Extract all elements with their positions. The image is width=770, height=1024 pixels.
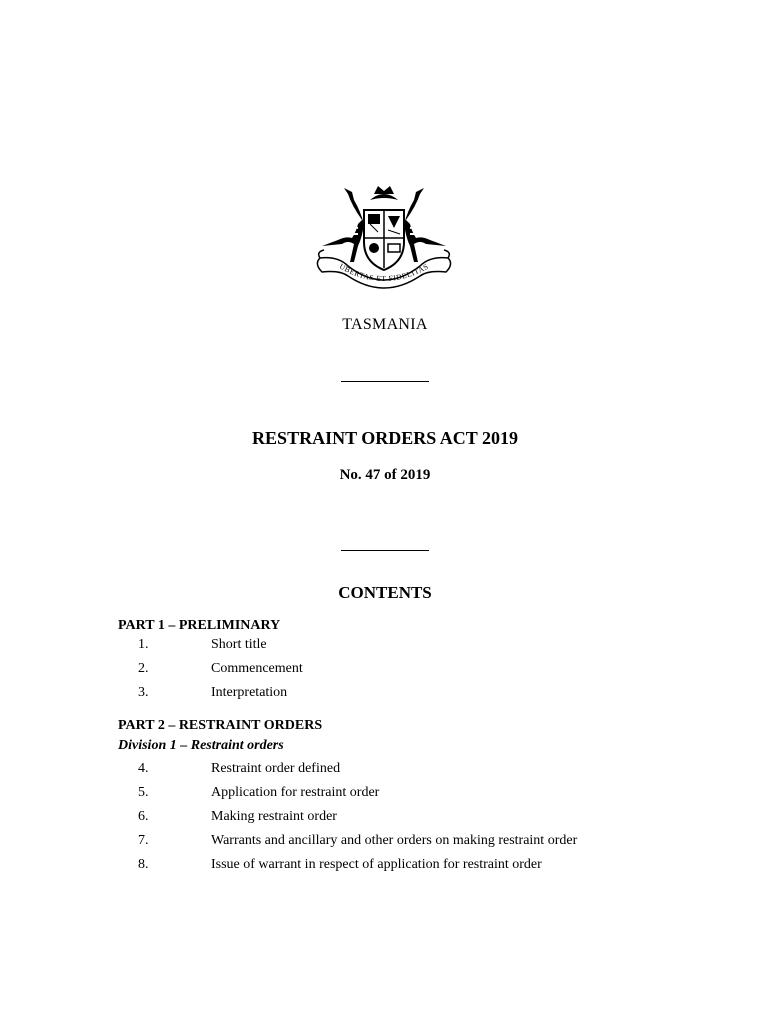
section-number: 5. bbox=[138, 785, 149, 800]
toc-entry[interactable] bbox=[118, 660, 618, 677]
section-number: 6. bbox=[138, 809, 149, 824]
toc-entry[interactable] bbox=[118, 856, 618, 873]
section-number: 4. bbox=[138, 761, 149, 776]
table-of-contents bbox=[118, 616, 618, 880]
act-number: No. 47 of 2019 bbox=[339, 467, 431, 483]
section-number: 2. bbox=[138, 661, 149, 676]
divider bbox=[341, 381, 429, 382]
section-title: Interpretation bbox=[211, 685, 288, 700]
section-title: Making restraint order bbox=[211, 809, 337, 824]
section-number: 3. bbox=[138, 685, 149, 700]
toc-entry[interactable] bbox=[118, 760, 618, 777]
section-number: 1. bbox=[138, 637, 149, 652]
toc-entry[interactable] bbox=[118, 784, 618, 801]
section-number: 8. bbox=[138, 857, 149, 872]
contents-heading: CONTENTS bbox=[338, 583, 432, 602]
toc-entry[interactable] bbox=[118, 832, 618, 849]
section-number: 7. bbox=[138, 833, 149, 848]
divider bbox=[341, 550, 429, 551]
crest-motto: UBERTAS ET FIDELITAS bbox=[337, 261, 431, 284]
part-heading: PART 2 – RESTRAINT ORDERS bbox=[118, 718, 323, 733]
toc-entry[interactable] bbox=[118, 636, 618, 653]
act-title: RESTRAINT ORDERS ACT 2019 bbox=[252, 428, 518, 448]
section-title: Issue of warrant in respect of application for restraint order bbox=[211, 857, 542, 872]
part-heading: PART 1 – PRELIMINARY bbox=[118, 618, 281, 633]
division-heading: Division 1 – Restraint orders bbox=[118, 738, 284, 753]
toc-entry[interactable] bbox=[118, 684, 618, 701]
section-title: Short title bbox=[211, 637, 267, 652]
section-title: Warrants and ancillary and other orders on making restraint order bbox=[211, 833, 578, 848]
section-title: Restraint order defined bbox=[211, 761, 341, 776]
section-title: Application for restraint order bbox=[211, 785, 380, 800]
tasmania-coat-of-arms-icon bbox=[308, 180, 460, 292]
section-title: Commencement bbox=[211, 661, 303, 676]
toc-entry[interactable] bbox=[118, 808, 618, 825]
jurisdiction-heading: TASMANIA bbox=[342, 316, 428, 333]
